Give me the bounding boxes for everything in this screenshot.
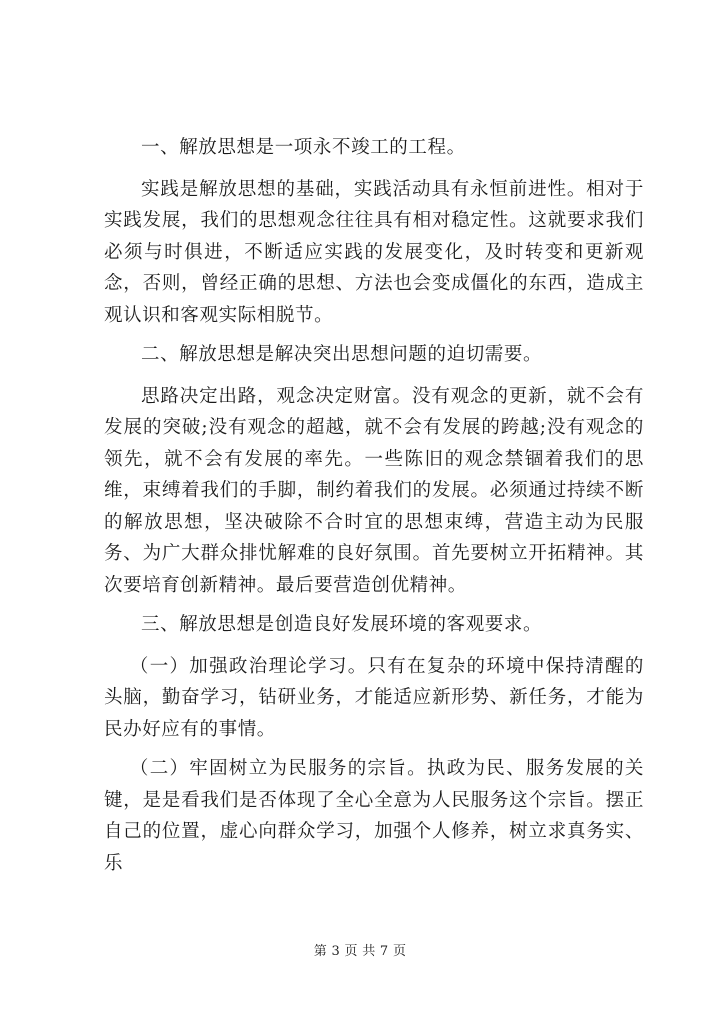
section-heading-1: 一、解放思想是一项永不竣工的工程。 — [141, 137, 466, 158]
sub-paragraph-2: （二）牢固树立为民服务的宗旨。执政为民、服务发展的关键，是是看我们是否体现了全心全意为人民服务这个宗旨。摆正自己的位置，虚心向群众学习，加强个人修养，树立求真务实、乐 — [104, 758, 644, 874]
section-heading-3: 三、解放思想是创造良好发展环境的客观要求。 — [141, 614, 543, 635]
section-heading-2: 二、解放思想是解决突出思想问题的迫切需要。 — [141, 344, 543, 365]
body-paragraph-2: 思路决定出路，观念决定财富。没有观念的更新，就不会有发展的突破;没有观念的超越，就不会有发展的跨越;没有观念的领先，就不会有发展的率先。一些陈旧的观念禁锢着我们的思维，束缚着我们的手脚，制约着我们的发展。必须通过持续不断的解放思想，坚决破除不合时宜的思想束缚，营造主动为民服务、为广大群众排忧解难的良好氛围。首先要树立开拓精神。其次要培育创新精神。最后要营造创优精神。 — [104, 385, 644, 596]
document-body — [104, 132, 644, 887]
sub-paragraph-1: （一）加强政治理论学习。只有在复杂的环境中保持清醒的头脑，勤奋学习，钻研业务，才能适应新形势、新任务，才能为民办好应有的事情。 — [104, 655, 644, 740]
body-paragraph-1: 实践是解放思想的基础，实践活动具有永恒前进性。相对于实践发展，我们的思想观念往往具有相对稳定性。这就要求我们必须与时俱进，不断适应实践的发展变化，及时转变和更新观念，否则，曾经正确的思想、方法也会变成僵化的东西，造成主观认识和客观实际相脱节。 — [104, 178, 644, 326]
page-number-footer: 第 3 页 共 7 页 — [313, 944, 407, 959]
